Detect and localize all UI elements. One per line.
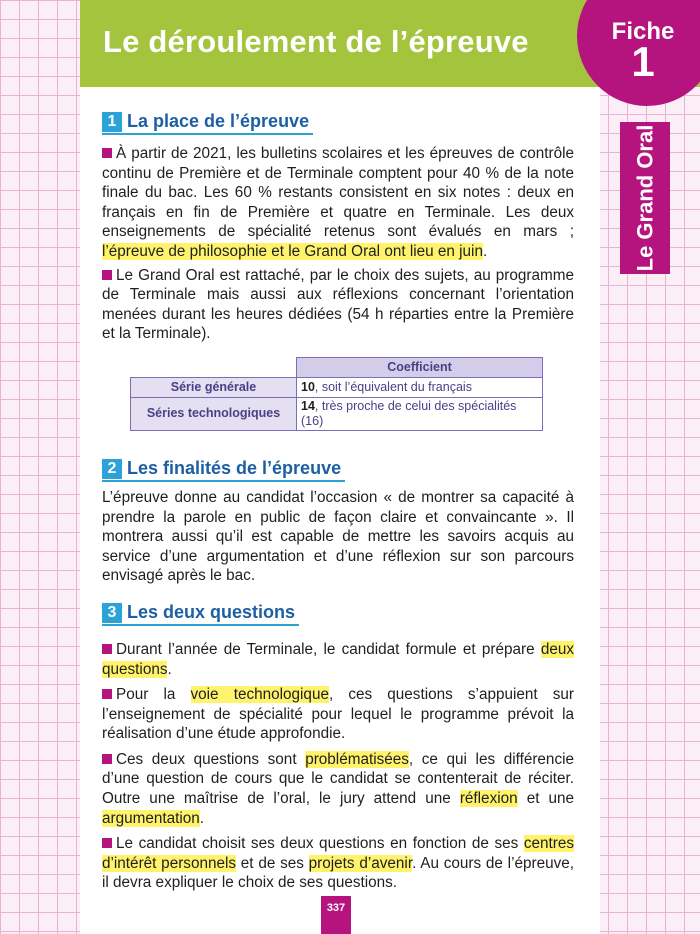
highlight: deux questions [102, 640, 575, 678]
highlight: réflexion [459, 790, 518, 808]
paragraph: À partir de 2021, les bulletins scolaires et les épreuves de contrôle continu de Première et de Terminale comptent pour 40 % de la note finale du bac. Les 60 % restants consistent en six notes : deux en français en fin de Première et quatre en Terminale. Les deux enseignements de spécialité retenus sont évalués en mars ; l’épreuve de philosophie et le Grand Oral ont lieu en juin. [102, 145, 574, 260]
row-value: 10, soit l’équivalent du français [297, 377, 543, 397]
highlight: problématisées [305, 750, 409, 768]
paragraph: Durant l’année de Terminale, le candidat formule et prépare deux questions. [102, 640, 575, 678]
bullet-square-icon [102, 270, 112, 280]
section-number: 1 [102, 112, 122, 132]
table-row [131, 377, 543, 397]
paragraph: Ces deux questions sont problématisées, ce qui les différencie d’une question de cours que le candidat se contenterait de réciter. Outre une maîtrise de l’oral, le jury attend une réflexion et une argumentation. [102, 750, 575, 827]
section-heading-3 [102, 603, 299, 626]
side-tab-label: Le Grand Oral [632, 124, 657, 272]
highlight: centres d’intérêt personnels [102, 835, 574, 872]
side-tab [620, 122, 670, 274]
highlight: l’épreuve de philosophie et le Grand Oral ont lieu en juin [102, 242, 483, 260]
content [102, 112, 574, 893]
section-heading-1 [102, 112, 313, 135]
fiche-number: 1 [631, 38, 655, 85]
fiche-label: Fiche [611, 18, 675, 45]
paragraph: L’épreuve donne au candidat l’occasion « de montrer sa capacité à prendre la parole en public de façon claire et convaincante ». Il montrera aussi qu’il est capable de mettre les savoirs acquis au service d’une argumentation et d’une réflexion sur son parcours envisagé après le bac. [102, 488, 574, 585]
section-number: 3 [102, 603, 122, 623]
page-number: 337 [321, 896, 351, 934]
section-title: La place de l’épreuve [127, 111, 310, 132]
section-heading-2 [102, 459, 345, 482]
paragraph: Pour la voie technologique, ces questions s’appuient sur l’enseignement de spécialité pour lequel le programme prévoit la réalisation d’une étude approfondie. [102, 686, 575, 743]
table-header: Coefficient [297, 357, 543, 377]
paragraph: Le candidat choisit ses deux questions en fonction de ses centres d’intérêt personnels et de ses projets d’avenir. Au cours de l’épreuve, il devra expliquer le choix de ses questions. [102, 835, 574, 892]
section-number: 2 [102, 459, 122, 479]
bullet-square-icon [102, 754, 112, 764]
highlight: voie technologique [190, 686, 329, 704]
highlight: projets d’avenir [308, 854, 413, 872]
bullet-square-icon [102, 148, 112, 158]
paragraph: Le Grand Oral est rattaché, par le choix des sujets, au programme de Terminale mais aussi aux réflexions concernant l’orientation menées durant les heures dédiées (54 h réparties entre la Première et la Terminale). [102, 266, 574, 343]
coefficient-table [130, 357, 543, 431]
bullet-square-icon [102, 838, 112, 848]
table-row [131, 397, 543, 430]
highlight: argumentation [102, 809, 200, 827]
row-value: 14, très proche de celui des spécialités (16) [297, 397, 543, 430]
row-label: Séries technologiques [131, 397, 297, 430]
row-label: Série générale [131, 377, 297, 397]
bullet-square-icon [102, 689, 112, 699]
page-title: Le déroulement de l’épreuve [103, 24, 529, 59]
bullet-square-icon [102, 644, 112, 654]
section-title: Les finalités de l’épreuve [127, 458, 342, 479]
section-title: Les deux questions [127, 602, 296, 623]
